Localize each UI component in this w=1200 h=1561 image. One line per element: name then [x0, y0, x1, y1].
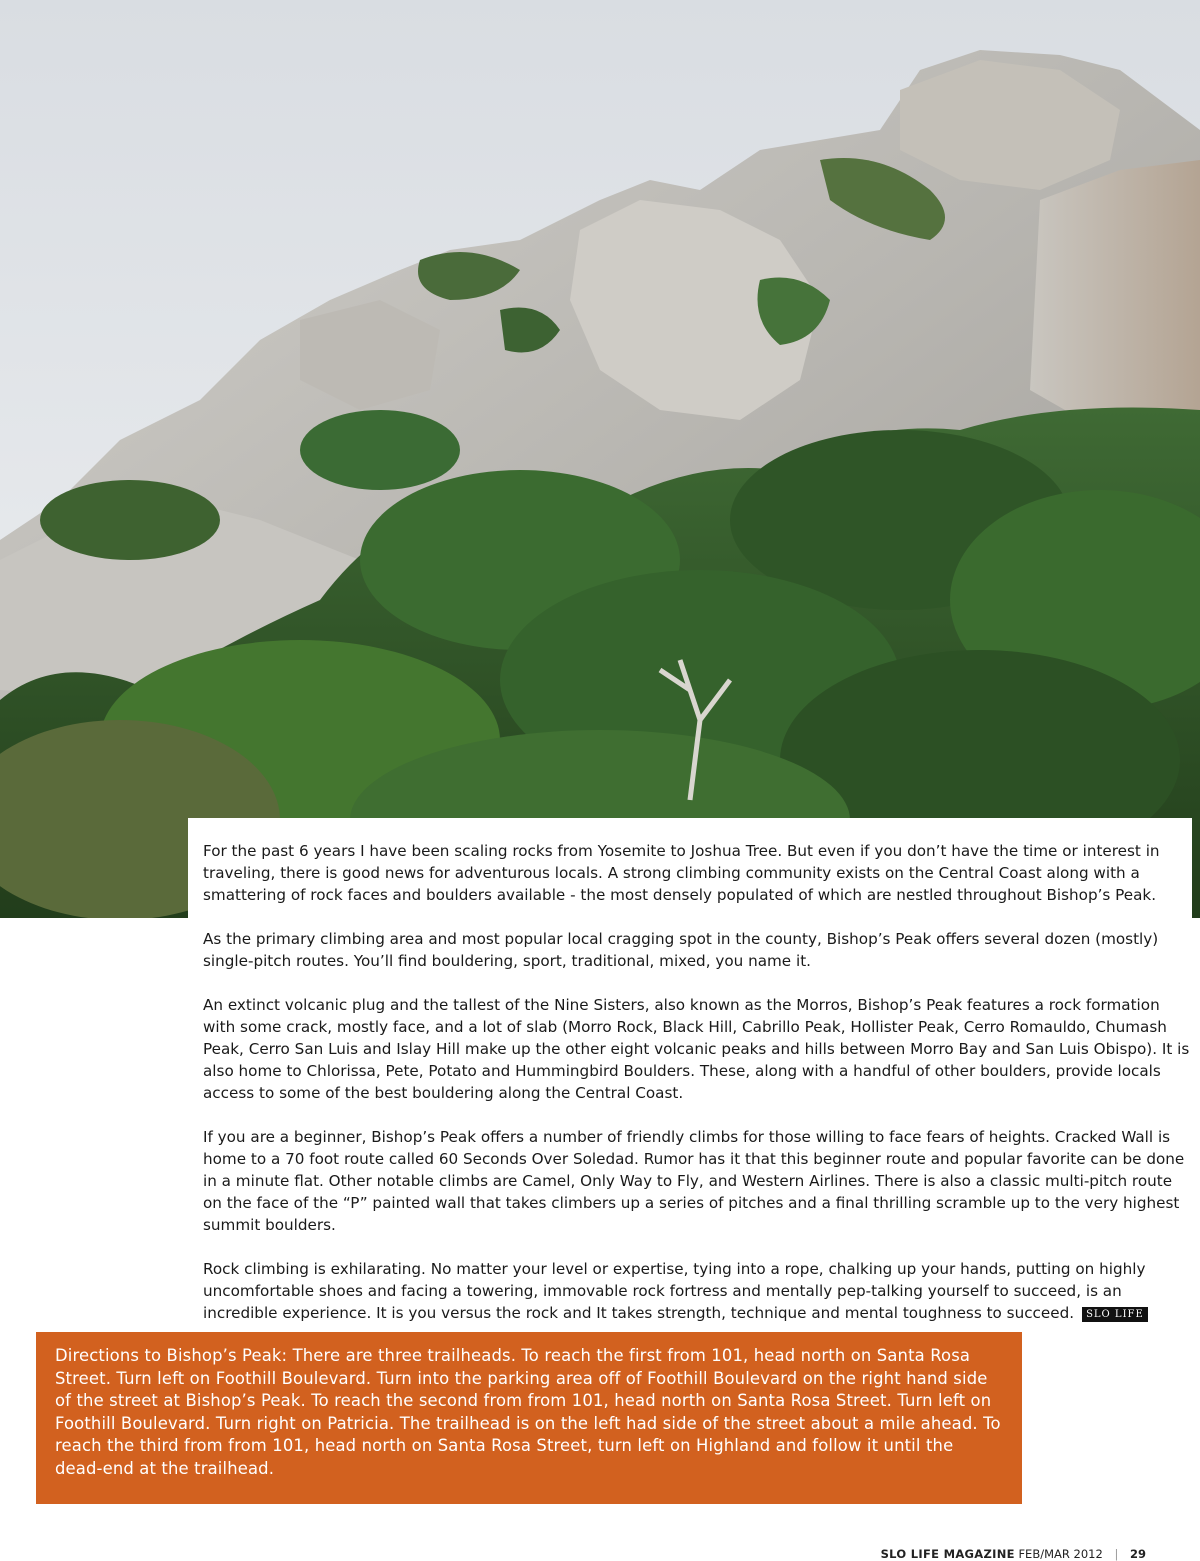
article-paragraph: An extinct volcanic plug and the tallest of the Nine Sisters, also known as the Morros, Bishop’s Peak features a rock formation with some crack, mostly face, and a lot of slab (Morro Rock, Black Hill, Cabrillo Peak, Hollister Peak, Cerro Romauldo, Chumash Peak, Cerro San Luis and Islay Hill make up the other eight volcanic peaks and hills between Morro Bay and San Luis Obispo). It is also home to Chlorissa, Pete, Potato and Hummingbird Boulders. These, along with a handful of other boulders, provide locals access to some of the best bouldering along the Central Coast. — [203, 996, 1190, 1102]
directions-text: Directions to Bishop’s Peak: There are three trailheads. To reach the first from 101, head north on Santa Rosa Street. Turn left on Foothill Boulevard. Turn into the parking area off of Foothill Boulevard on the right hand side of the street at Bishop’s Peak. To reach the second from from 101, head north on Santa Rosa Street. Turn left on Foothill Boulevard. Turn right on Patricia. The trailhead is on the left had side of the street about a mile ahead. To reach the third from from 101, head north on Santa Rosa Street, turn left on Highland and follow it until the dead-end at the trailhead. — [55, 1346, 1001, 1478]
article-paragraph-text: Rock climbing is exhilarating. No matter your level or expertise, tying into a rope, chalking up your hands, putting on highly uncomfortable shoes and facing a towering, immovable rock fortress and mentally pep-talking yourself to succeed, is an incredible experience. It is you versus the rock and It takes strength, technique and mental toughness to succeed. — [203, 1260, 1146, 1322]
directions-box — [36, 1332, 1022, 1504]
issue-date: FEB/MAR 2012 — [1018, 1547, 1103, 1561]
slo-life-end-mark: SLO LIFE — [1082, 1307, 1148, 1322]
page-footer — [881, 1547, 1146, 1561]
article-paragraph: If you are a beginner, Bishop’s Peak offers a number of friendly climbs for those willing to face fears of heights. Cracked Wall is home to a 70 foot route called 60 Seconds Over Soledad. Rumor has it that this beginner route and popular favorite can be done in a minute flat. Other notable climbs are Camel, Only Way to Fly, and Western Airlines. There is also a classic multi-pitch route on the face of the “P” painted wall that takes climbers up a series of pitches and a final thrilling scramble up to the very highest summit boulders. — [203, 1128, 1185, 1234]
article-paragraph-last — [203, 1258, 1192, 1324]
article-body — [188, 818, 1192, 1322]
article-paragraph: As the primary climbing area and most popular local cragging spot in the county, Bishop’s Peak offers several dozen (mostly) single-pitch routes. You’ll find bouldering, sport, traditional, mixed, you name it. — [203, 930, 1159, 970]
article-paragraph: For the past 6 years I have been scaling rocks from Yosemite to Joshua Tree. But even if you don’t have the time or interest in traveling, there is good news for adventurous locals. A strong climbing community exists on the Central Coast along with a smattering of rock faces and boulders available - the most densely populated of which are nestled throughout Bishop’s Peak. — [203, 842, 1160, 904]
magazine-name: SLO LIFE MAGAZINE — [880, 1547, 1015, 1561]
page-number: 29 — [1129, 1547, 1146, 1561]
footer-separator: | — [1114, 1547, 1119, 1561]
